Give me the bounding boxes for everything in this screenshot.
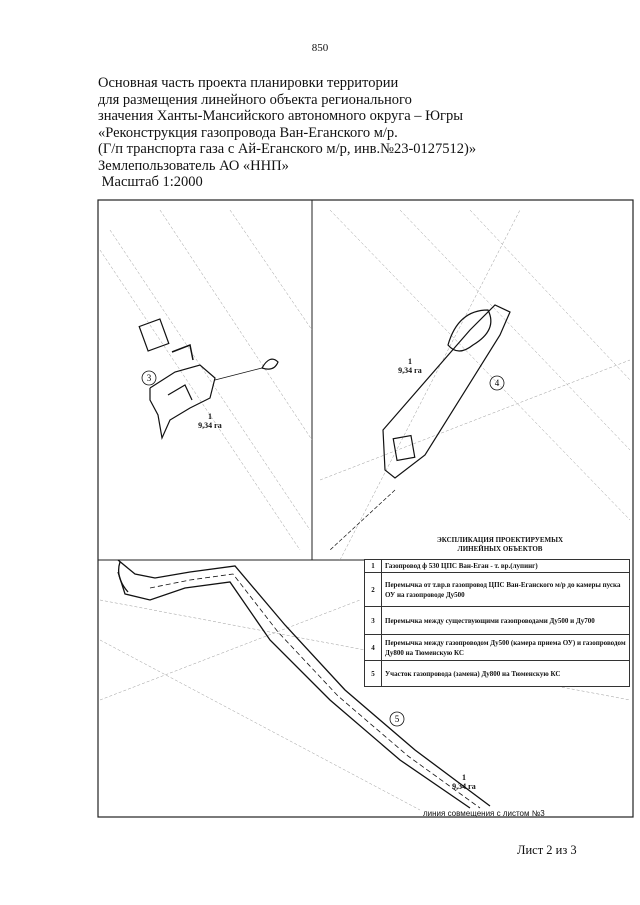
join-line-label: линия совмещения с листом №3 bbox=[423, 809, 545, 818]
object-marker: 4 bbox=[494, 378, 500, 388]
title-line: «Реконструкция газопровода Ван-Еганского м/р. bbox=[98, 124, 398, 141]
title-line: (Г/п транспорта газа с Ай-Еганского м/р, инв.№23-0127512)» bbox=[98, 141, 477, 157]
title-line: значения Ханты-Мансийского автономного округа – Югры bbox=[98, 108, 463, 124]
table-row: 3 Перемычка между существующими газопроводами Ду500 и Ду700 bbox=[365, 607, 630, 635]
table-row: 2 Перемычка от т.вр.в газопровод ЦПС Ван-Еганского м/р до камеры пуска ОУ на газопроводе Ду500 bbox=[365, 573, 630, 607]
sheet-number: Лист 2 из 3 bbox=[517, 843, 577, 857]
map-frame bbox=[98, 200, 633, 817]
title-line: Землепользователь АО «ННП» bbox=[98, 157, 289, 174]
legend-table bbox=[364, 559, 630, 687]
title-line: Основная часть проекта планировки территории bbox=[98, 75, 399, 91]
parcel-label: 1 9,34 га bbox=[398, 357, 422, 375]
page-number: 850 bbox=[311, 42, 329, 54]
parcel-panel-2 bbox=[330, 305, 510, 550]
object-marker: 5 bbox=[394, 714, 400, 724]
legend-heading: ЭКСПЛИКАЦИЯ ПРОЕКТИРУЕМЫХ ЛИНЕЙНЫХ ОБЪЕКТОВ bbox=[436, 536, 564, 553]
parcel-label: 1 9,34 га bbox=[198, 412, 222, 430]
title-line: Масштаб 1:2000 bbox=[98, 174, 203, 190]
parcel-label: 1 9,34 га bbox=[452, 773, 476, 791]
table-row: 4 Перемычка между газопроводом Ду500 (камера приема ОУ) и газопроводом Ду800 на Тюменскую КС bbox=[365, 635, 630, 661]
table-row: 1 Газопровод ф 530 ЦПС Ван-Еган - т. вр.(лупинг) bbox=[365, 560, 630, 573]
object-marker: 3 bbox=[146, 373, 152, 383]
title-line: для размещения линейного объекта регионального bbox=[98, 91, 412, 108]
table-row: 5 Участок газопровода (замена) Ду800 на Тюменскую КС bbox=[365, 661, 630, 687]
survey-lines bbox=[100, 210, 630, 810]
